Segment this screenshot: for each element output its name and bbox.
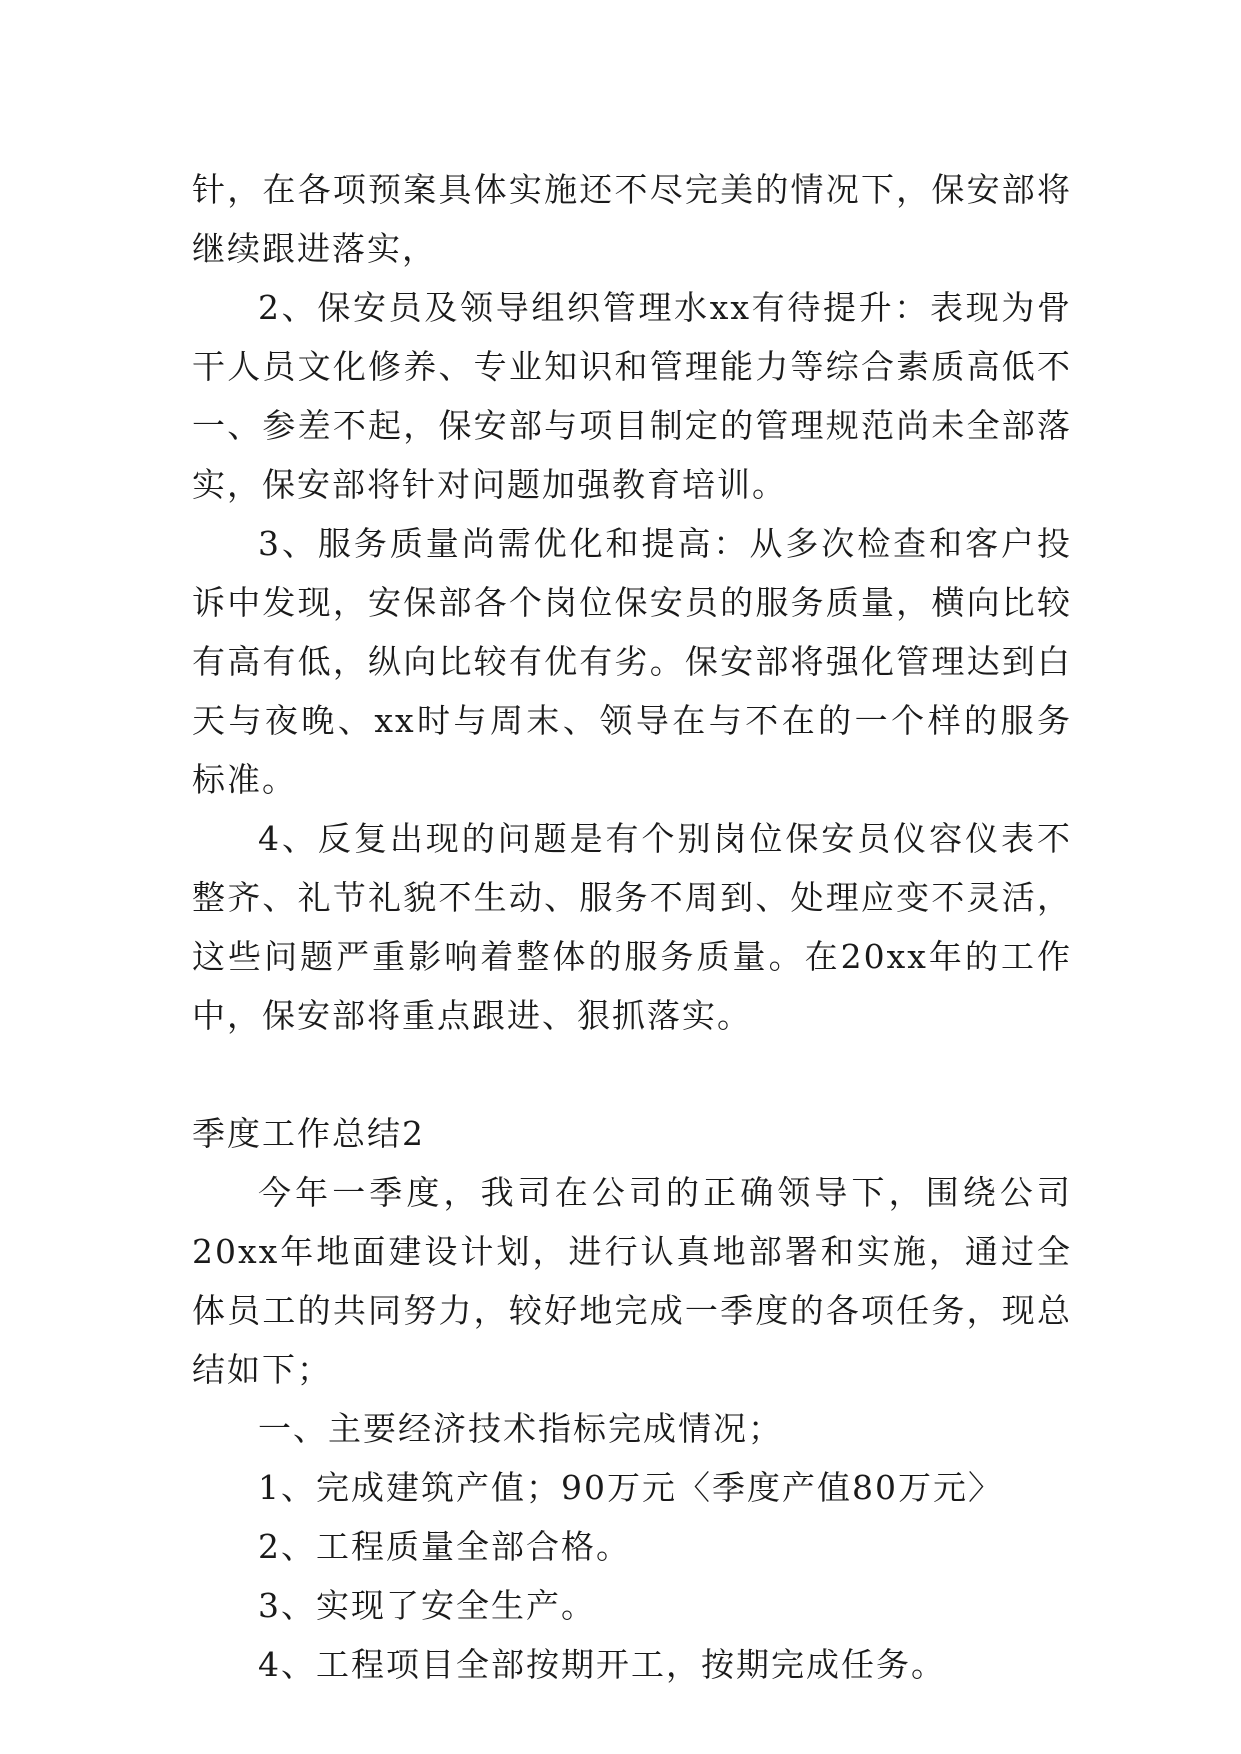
list-item: 3、实现了安全生产。	[258, 1586, 596, 1625]
section-title: 季度工作总结2	[192, 1114, 425, 1153]
list-item: 2、工程质量全部合格。	[258, 1527, 631, 1566]
paragraph-item-4: 4、反复出现的问题是有个别岗位保安员仪容仪表不整齐、礼节礼貌不生动、服务不周到、处理应变不灵活，这些问题严重影响着整体的服务质量。在20xx年的工作中，保安部将重点跟进、狠抓落实。	[192, 819, 1072, 1035]
paragraph-intro: 今年一季度，我司在公司的正确领导下，围绕公司20xx年地面建设计划，进行认真地部署和实施，通过全体员工的共同努力，较好地完成一季度的各项任务，现总结如下；	[192, 1173, 1072, 1389]
list-item: 1、完成建筑产值；90万元〈季度产值80万元〉	[258, 1468, 1003, 1507]
paragraph-continued: 针，在各项预案具体实施还不尽完美的情况下，保安部将继续跟进落实，	[192, 170, 1072, 268]
section-spacer	[192, 1045, 1072, 1104]
document-body	[192, 160, 1072, 1694]
list-item: 4、工程项目全部按期开工，按期完成任务。	[258, 1645, 946, 1684]
paragraph-item-2: 2、保安员及领导组织管理水xx有待提升：表现为骨干人员文化修养、专业知识和管理能力等综合素质高低不一、参差不起，保安部与项目制定的管理规范尚未全部落实，保安部将针对问题加强教育培训。	[192, 288, 1072, 504]
subheading: 一、主要经济技术指标完成情况；	[258, 1409, 783, 1448]
paragraph-item-3: 3、服务质量尚需优化和提高：从多次检查和客户投诉中发现，安保部各个岗位保安员的服务质量，横向比较有高有低，纵向比较有优有劣。保安部将强化管理达到白天与夜晚、xx时与周末、领导在与不在的一个样的服务标准。	[192, 524, 1072, 799]
